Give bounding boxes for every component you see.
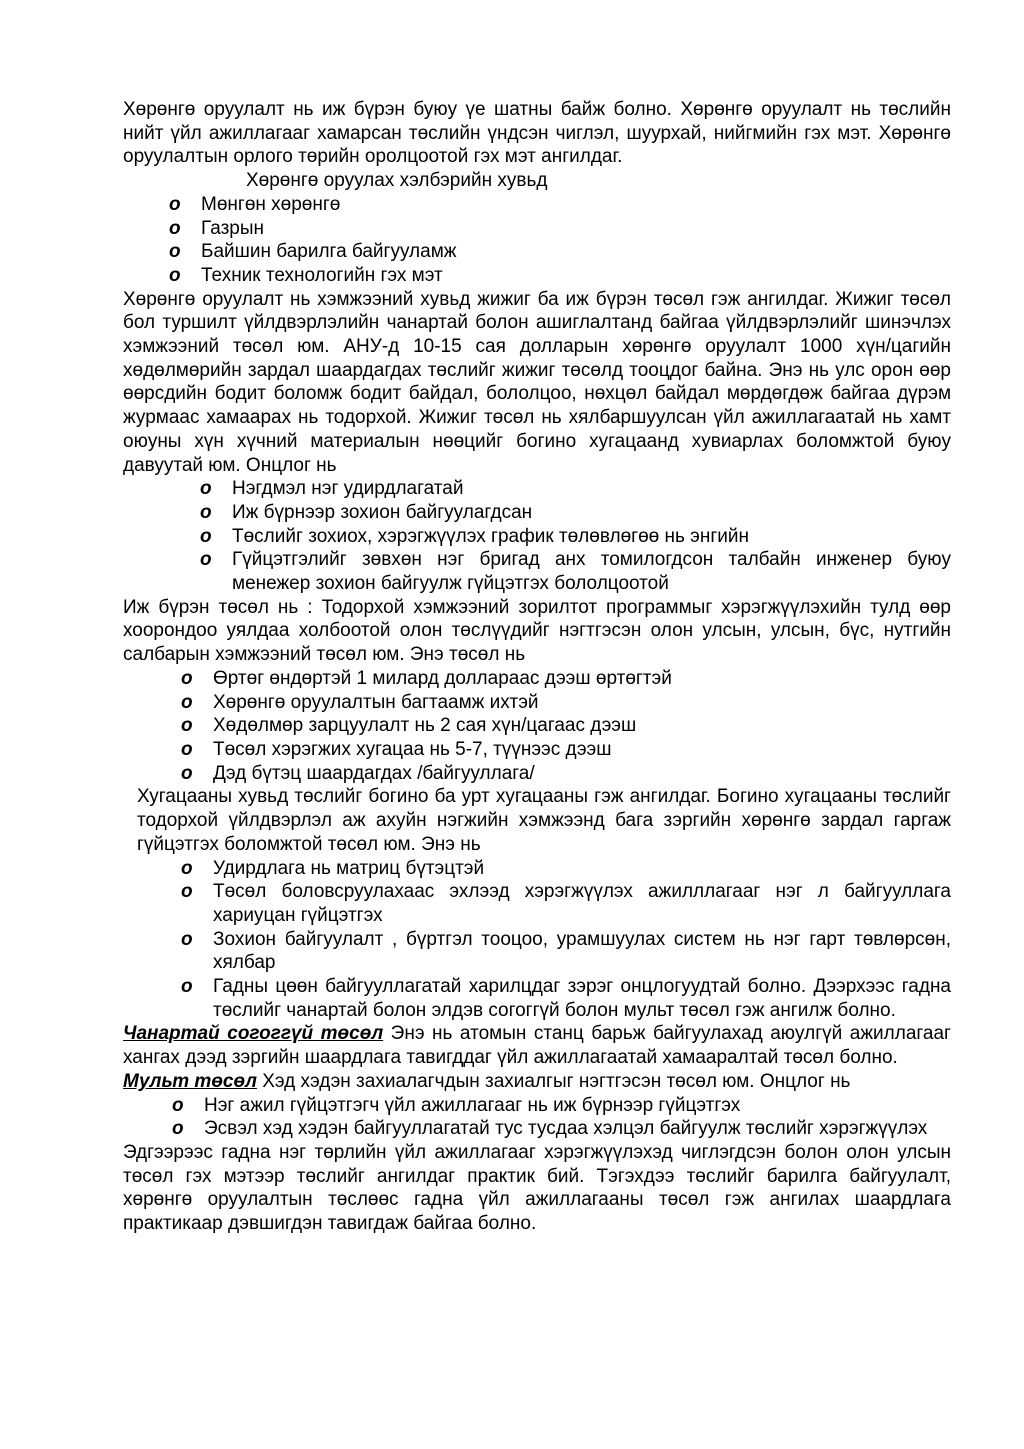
list-item: o Газрын: [169, 217, 265, 239]
list-investment-forms: [169, 193, 951, 288]
paragraph-complex-projects: Иж бүрэн төсөл нь : Тодорхой хэмжээний зорилтот программыг хэрэгжүүлэхийн тулд өөр хоорондоо уялдаа холбоотой олон төслүүдийг нэгтгэсэн олон улсын, улсын, бүс, нутгийн салбарын хэмжээний төсөл юм. Энэ төсөл нь: [123, 596, 951, 666]
bullet-icon: o: [181, 738, 193, 760]
list-item: o Дэд бүтэц шаардагдах /байгууллага/: [181, 762, 535, 784]
term-multi-project: Мульт төсөл: [123, 1070, 257, 1092]
bullet-icon: o: [200, 501, 212, 523]
list-item: o Өртөг өндөртэй 1 милард доллараас дээш өртөгтэй: [181, 667, 672, 689]
bullet-icon: o: [169, 193, 181, 215]
bullet-icon: o: [200, 478, 212, 500]
paragraph-duration: Хугацааны хувьд төслийг богино ба урт хугацааны гэж ангилдаг. Богино хугацааны төслийг тодорхой үйлдвэрлэл аж ахуйн нэгжийн хэмжээнд бага зэргийн хөрөнгө зардал гаргаж гүйцэтгэх боломжтой төсөл юм. Энэ нь: [137, 786, 951, 855]
bullet-icon: o: [181, 667, 193, 689]
bullet-icon: o: [200, 549, 212, 571]
list-item: o Хөдөлмөр зарцуулалт нь 2 сая хүн/цагаас дээш: [181, 715, 637, 737]
paragraph-multi-project: Мульт төсөл Хэд хэдэн захиалагчдын захиалгыг нэгтгэсэн төсөл юм. Онцлог нь: [123, 1070, 851, 1092]
list-item: o Эсвэл хэд хэдэн байгууллагатай тус тусдаа хэлцэл байгуулж төслийг хэрэгжүүлэх: [172, 1118, 928, 1140]
bullet-icon: o: [181, 881, 193, 903]
bullet-icon: o: [169, 264, 181, 286]
bullet-icon: o: [181, 715, 193, 737]
list-small-project-features: [200, 477, 951, 596]
bullet-icon: o: [169, 241, 181, 263]
bullet-icon: o: [169, 217, 181, 239]
list-item: o Техник технологийн гэх мэт: [169, 264, 443, 286]
list-item: o Төслийг зохиох, хэрэгжүүлэх график төлөвлөгөө нь энгийн: [200, 525, 749, 547]
bullet-icon: o: [172, 1094, 184, 1116]
list-item: o Байшин барилга байгууламж: [169, 241, 457, 263]
paragraph-quality-project: Чанартай согоггүй төсөл Энэ нь атомын станц барьж байгуулахад аюулгүй ажиллагааг хангах дээд зэргийн шаардлага тавигддаг үйл ажиллагаатай хамааралтай төсөл болно.: [123, 1023, 951, 1069]
list-item: o Төсөл хэрэгжих хугацаа нь 5-7, түүнээс дээш: [181, 738, 612, 760]
paragraph-investment-intro: Хөрөнгө оруулалт нь иж бүрэн буюу үе шатны байж болно. Хөрөнгө оруулалт нь төслийн нийт үйл ажиллагааг хамарсан төслийн үндсэн чиглэл, шуурхай, нийгмийн гэх мэт. Хөрөнгө оруулалтын орлого төрийн оролцоотой гэх мэт ангилдаг.: [123, 99, 951, 168]
bullet-icon: o: [181, 857, 193, 879]
paragraph-conclusion: Эдгээрээс гадна нэг төрлийн үйл ажиллагааг хэрэгжүүлэхэд чиглэгдсэн болон олон улсын төсөл гэх мэтээр төслийг ангилдаг практик бий. Тэгэхдээ төслийг барилга байгуулалт, хөрөнгө оруулалтын төслөөс гадна үйл ажиллагааны төсөл гэж ангилах шаардлага практикаар дэвшигдэн тавигдаж байгаа болно.: [123, 1141, 951, 1235]
bullet-icon: o: [181, 976, 193, 998]
list-short-project-features: [181, 857, 951, 1023]
list-item: o Гадны цөөн байгууллагатай харилцдаг зэрэг онцлогуудтай болно. Дээрхээс гадна төслийг чанартай болон элдэв согоггүй болон мульт төсөл гэж ангилж болно.: [181, 976, 951, 1021]
document-page: [123, 98, 951, 1236]
term-quality-project: Чанартай согоггүй төсөл: [123, 1023, 384, 1045]
bullet-icon: o: [181, 691, 193, 713]
list-item: o Зохион байгуулалт , бүртгэл тооцоо, урамшуулах систем нь нэг гарт төвлөрсөн, хялбар: [181, 928, 951, 974]
paragraph-small-projects: Хөрөнгө оруулалт нь хэмжээний хувьд жижиг ба иж бүрэн төсөл гэж ангилдаг. Жижиг төсөл бол туршилт үйлдвэрлэлийн чанартай болон ашиглалтанд байгаа үйлдвэрлэлийг шинэчлэх хэмжээний төсөл юм. АНУ-д 10-15 сая долларын хөрөнгө оруулалт 1000 хүн/цагийн хөдөлмөрийн зардал шаардагдах төслийг жижиг төсөлд тооцдог байна. Энэ нь улс орон өөр өөрсдийн бодит боломж бодит байдал, бололцоо, нөхцөл байдал мөрдөгдөж байгаа дүрэм журмаас хамаарах нь тодорхой. Жижиг төсөл нь хялбаршуулсан үйл ажиллагаатай нь хамт оюуны хүн хүчний материалын нөөцийг богино хугацаанд хувиарлах боломжтой буюу давуутай юм. Онцлог нь: [123, 288, 951, 476]
list-item: o Удирдлага нь матриц бүтэцтэй: [181, 857, 485, 879]
list-item: o Нэг ажил гүйцэтгэгч үйл ажиллагааг нь иж бүрнээр гүйцэтгэх: [172, 1094, 741, 1116]
list-item: o Хөрөнгө оруулалтын багтаамж ихтэй: [181, 691, 539, 713]
list-item: o Төсөл боловсруулахаас эхлээд хэрэгжүүлэх ажилллагааг нэг л байгууллага хариуцан гүйцэтгэх: [181, 881, 951, 926]
bullet-icon: o: [200, 525, 212, 547]
list-item: o Иж бүрнээр зохион байгуулагдсан: [200, 501, 533, 523]
bullet-icon: o: [181, 928, 193, 950]
list-item: o Мөнгөн хөрөнгө: [169, 193, 341, 215]
list-item: o Гүйцэтгэлийг зөвхөн нэг бригад анх томилогдсон талбайн инженер буюу менежер зохион байгуулж гүйцэтгэх бололцоотой: [200, 549, 951, 595]
bullet-icon: o: [181, 762, 193, 784]
list-complex-project-features: [181, 667, 951, 786]
list-multi-project-features: [172, 1094, 951, 1141]
bullet-icon: o: [172, 1118, 184, 1140]
list-item: o Нэгдмэл нэг удирдлагатай: [200, 478, 464, 500]
section-heading-investment-forms: Хөрөнгө оруулах хэлбэрийн хувьд: [246, 170, 548, 192]
